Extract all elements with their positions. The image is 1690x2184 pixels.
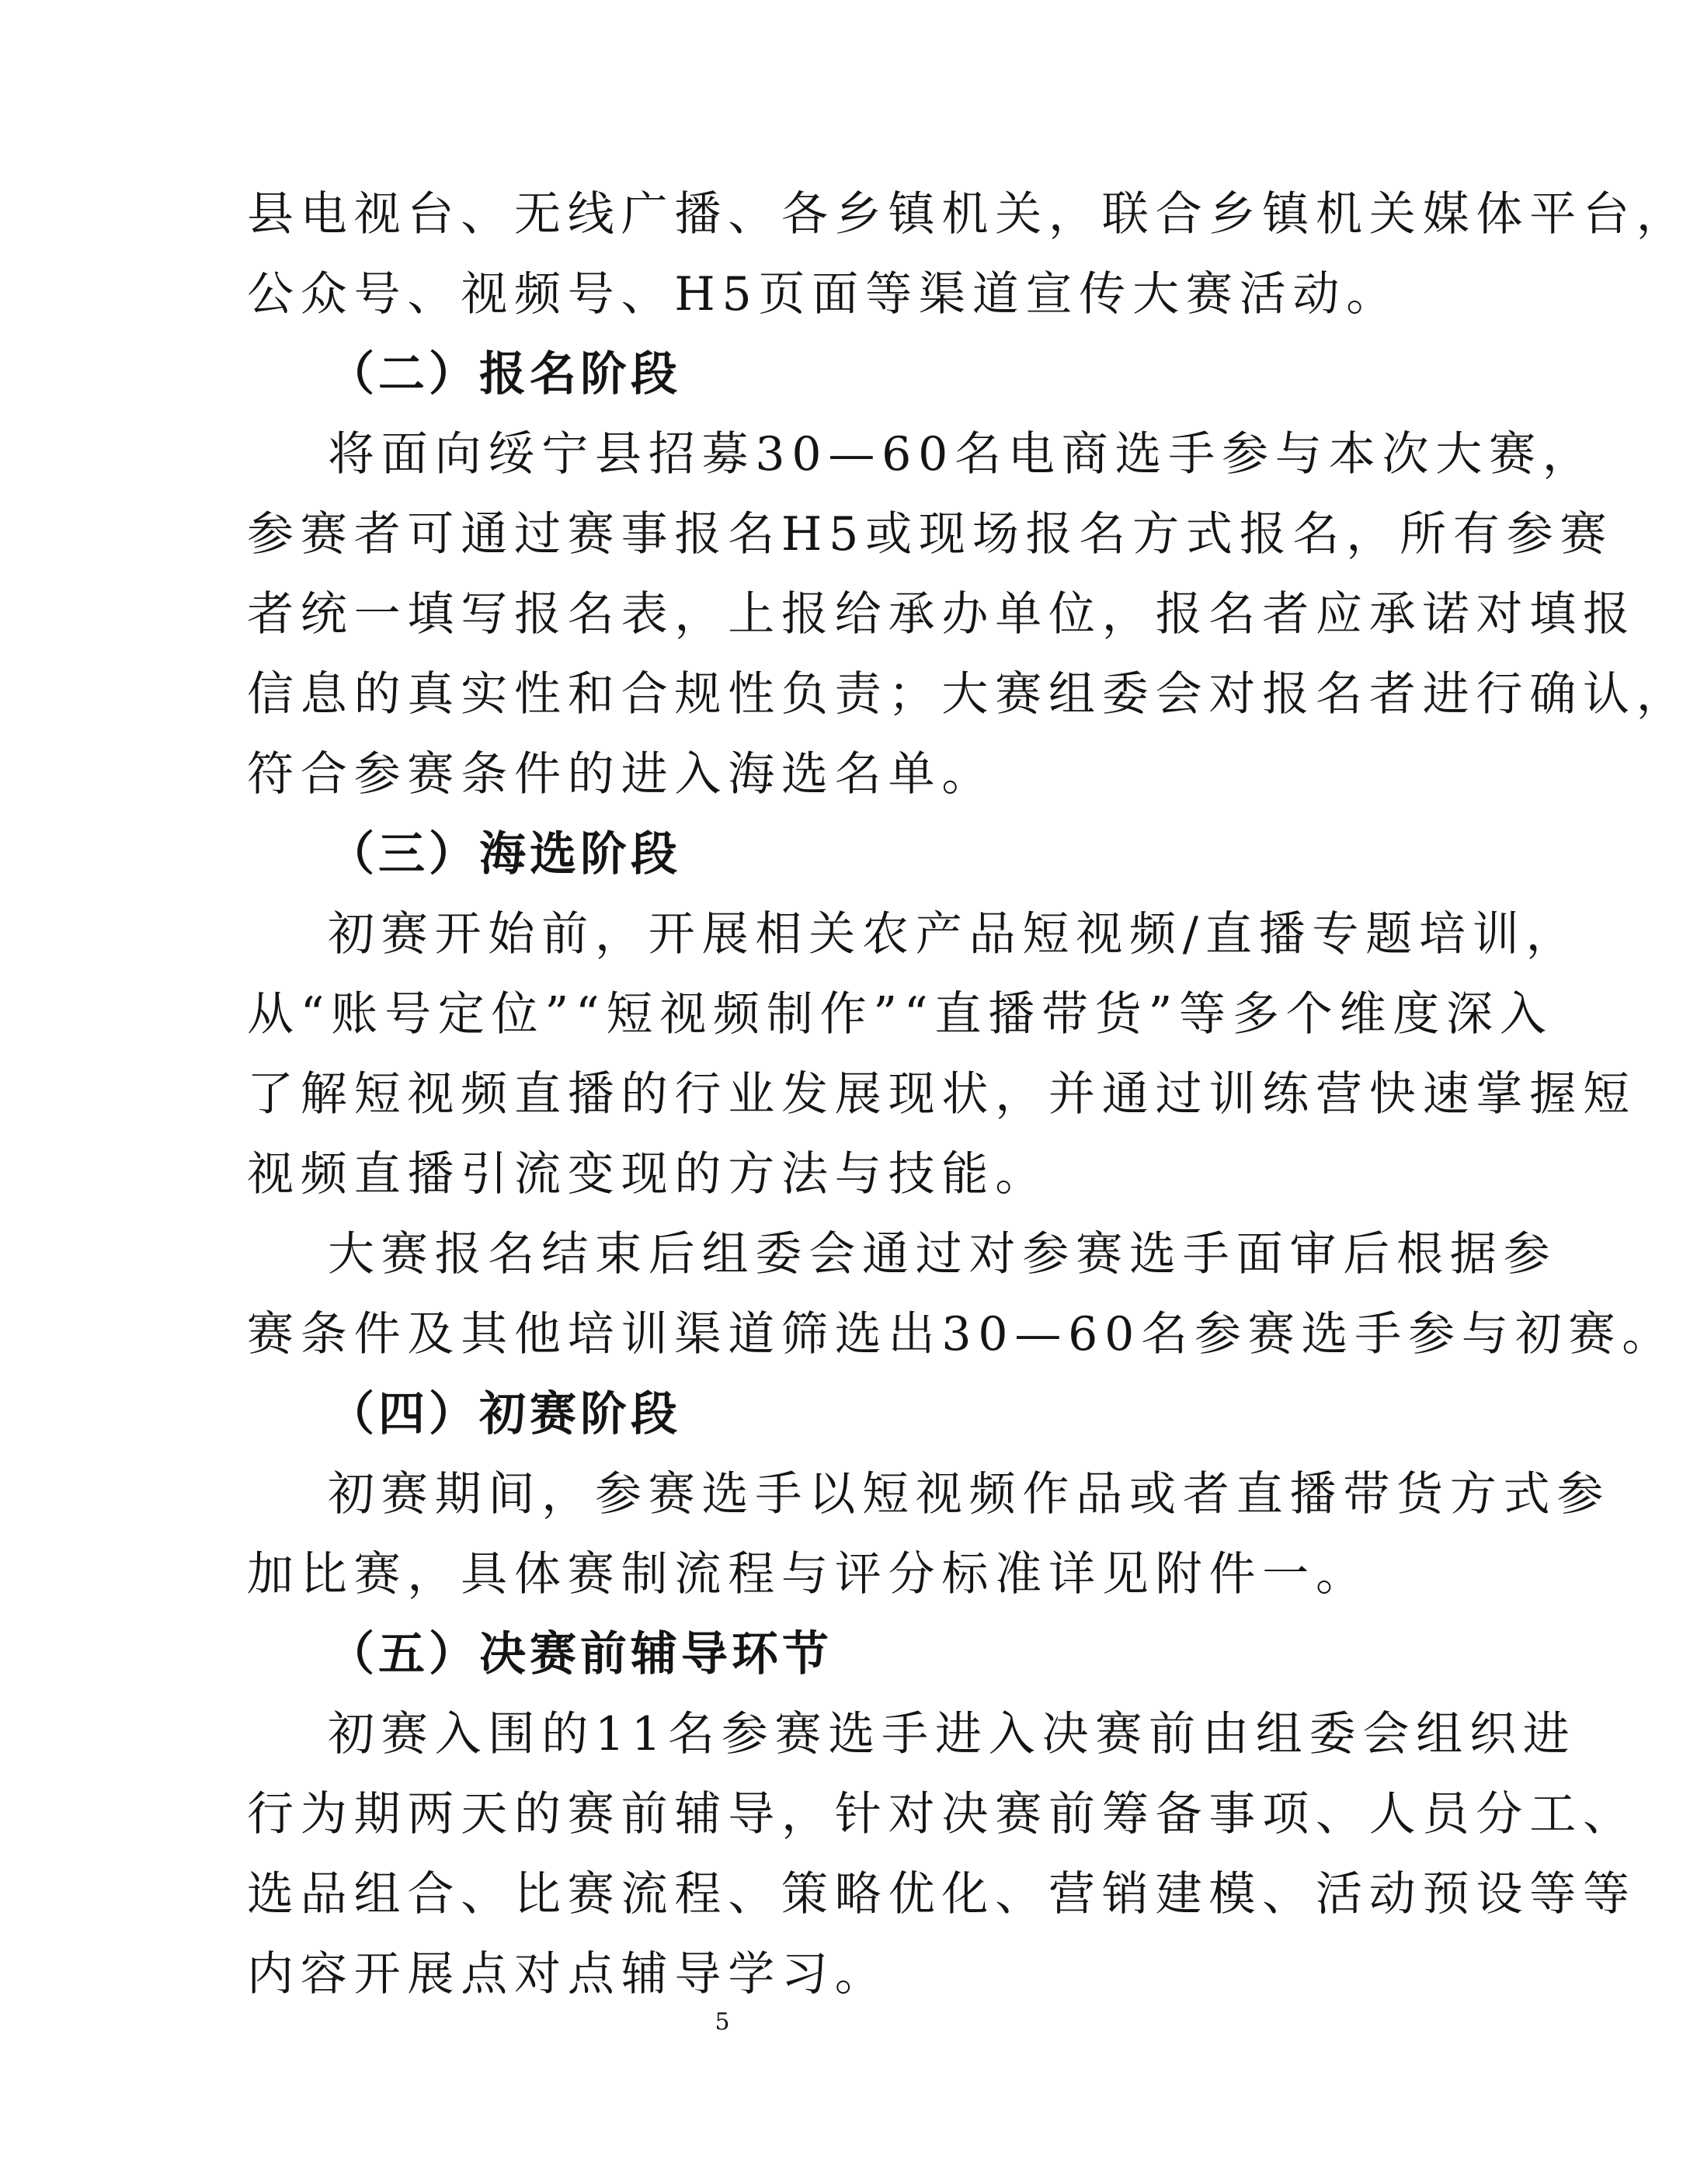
paragraph-line: 大赛报名结束后组委会通过对参赛选手面审后根据参 bbox=[328, 1227, 1557, 1282]
paragraph-line: 将面向绥宁县招募30—60名电商选手参与本次大赛， bbox=[328, 427, 1596, 482]
section-heading: （四）初赛阶段 bbox=[328, 1387, 681, 1442]
paragraph-line: 符合参赛条件的进入海选名单。 bbox=[247, 747, 996, 802]
section-heading: （三）海选阶段 bbox=[328, 827, 681, 882]
paragraph-line: 从“账号定位”“短视频制作”“直播带货”等多个维度深入 bbox=[247, 987, 1553, 1042]
paragraph-line: 初赛期间，参赛选手以短视频作品或者直播带货方式参 bbox=[328, 1467, 1611, 1521]
paragraph-line: 参赛者可通过赛事报名H5或现场报名方式报名，所有参赛 bbox=[247, 507, 1614, 562]
paragraph-line: 内容开展点对点辅导学习。 bbox=[247, 1947, 888, 2001]
paragraph-line: 行为期两天的赛前辅导，针对决赛前筹备事项、人员分工、 bbox=[247, 1787, 1636, 1841]
section-heading: （五）决赛前辅导环节 bbox=[328, 1627, 833, 1681]
paragraph-line: 县电视台、无线广播、各乡镇机关，联合乡镇机关媒体平台， bbox=[247, 187, 1690, 242]
paragraph-line: 信息的真实性和合规性负责；大赛组委会对报名者进行确认， bbox=[247, 667, 1690, 722]
paragraph-line: 者统一填写报名表，上报给承办单位，报名者应承诺对填报 bbox=[247, 587, 1636, 642]
page-number: 5 bbox=[715, 2008, 730, 2036]
paragraph-line: 加比赛，具体赛制流程与评分标准详见附件一。 bbox=[247, 1547, 1369, 1601]
section-heading: （二）报名阶段 bbox=[328, 347, 681, 402]
paragraph-line: 赛条件及其他培训渠道筛选出30—60名参赛选手参与初赛。 bbox=[247, 1307, 1676, 1362]
paragraph-line: 视频直播引流变现的方法与技能。 bbox=[247, 1147, 1048, 1202]
paragraph-line: 初赛开始前，开展相关农产品短视频/直播专题培训， bbox=[328, 907, 1580, 962]
paragraph-line: 初赛入围的11名参赛选手进入决赛前由组委会组织进 bbox=[328, 1707, 1577, 1761]
body-text bbox=[247, 175, 1690, 2015]
paragraph-line: 选品组合、比赛流程、策略优化、营销建模、活动预设等等 bbox=[247, 1867, 1636, 1921]
paragraph-line: 了解短视频直播的行业发展现状，并通过训练营快速掌握短 bbox=[247, 1067, 1636, 1122]
paragraph-line: 公众号、视频号、H5页面等渠道宣传大赛活动。 bbox=[247, 267, 1400, 322]
